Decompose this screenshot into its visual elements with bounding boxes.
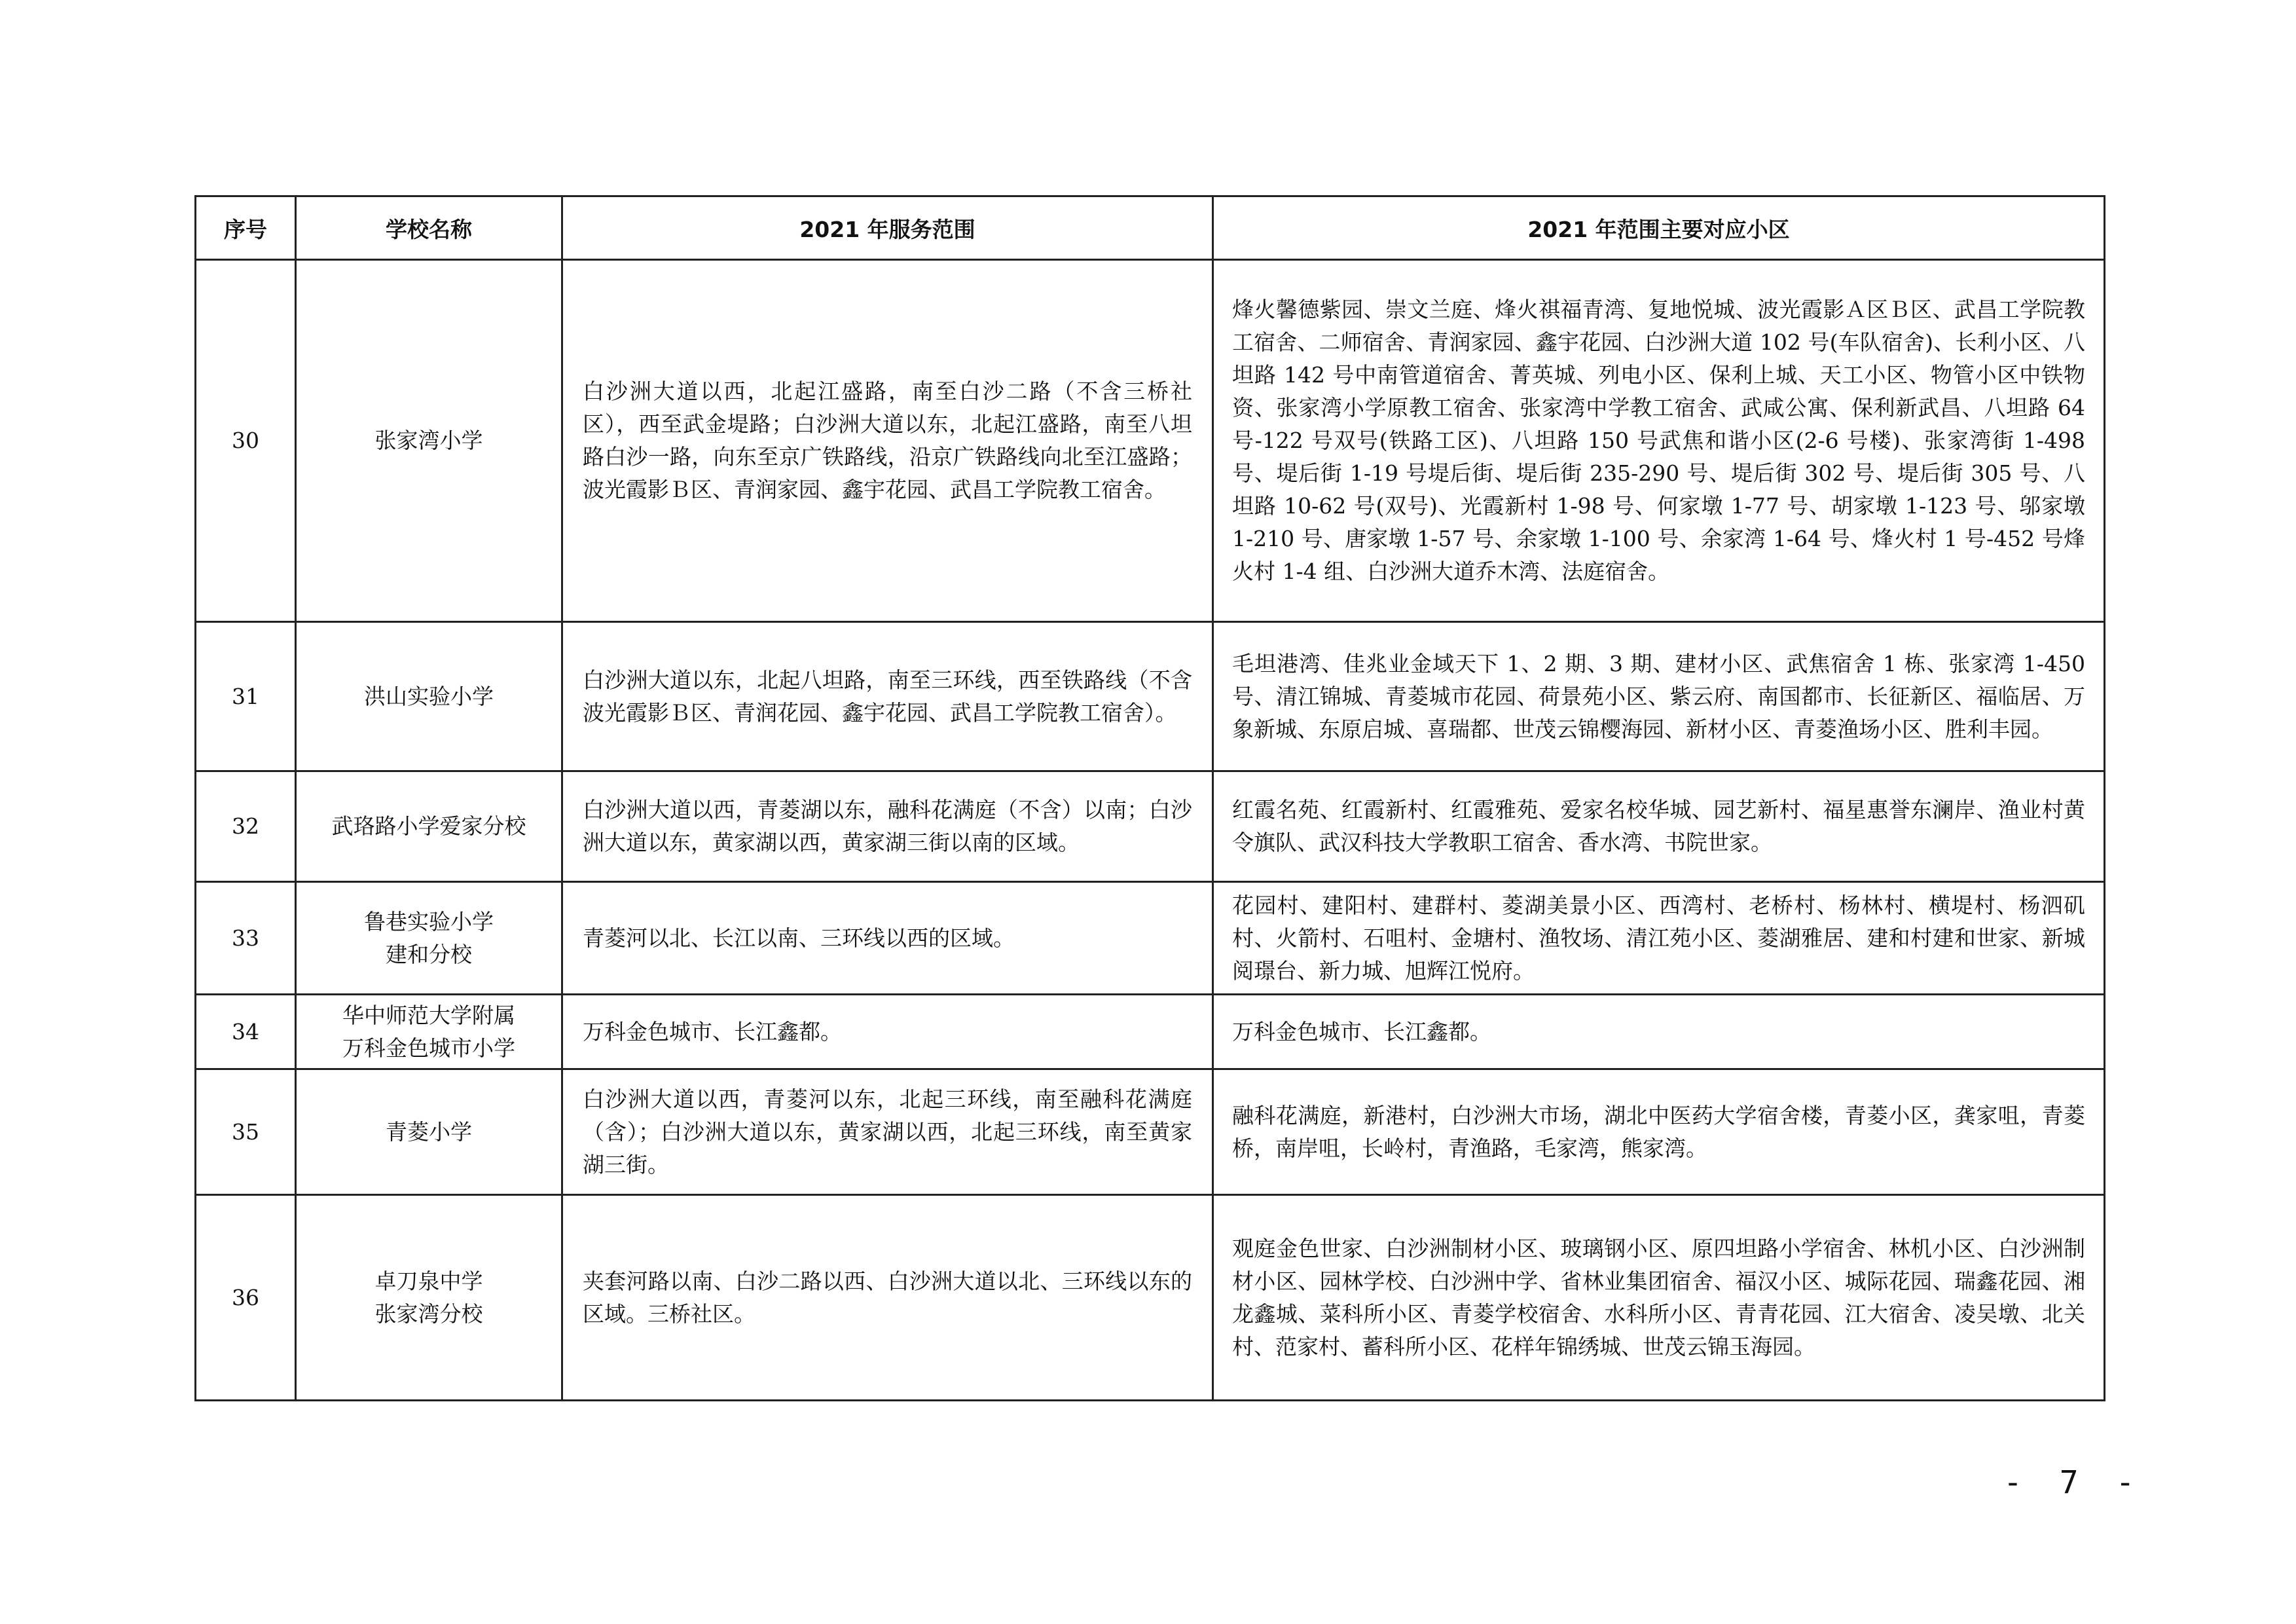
row-area: 万科金色城市、长江鑫都。 bbox=[1213, 995, 2105, 1069]
header-range: 2021 年服务范围 bbox=[562, 196, 1213, 260]
row-num: 32 bbox=[196, 771, 296, 882]
row-school: 武珞路小学爱家分校 bbox=[296, 771, 562, 882]
table-row bbox=[196, 995, 2105, 1069]
table-row bbox=[196, 1069, 2105, 1195]
row-area: 烽火馨德紫园、崇文兰庭、烽火祺福青湾、复地悦城、波光霞影Ａ区Ｂ区、武昌工学院教工宿舍、二师宿舍、青润家园、鑫宇花园、白沙洲大道 102 号(车队宿舍)、长利小区、八坦路 142 号中南管道宿舍、菁英城、列电小区、保利上城、天工小区、物管小区中铁物资、张家湾小学原教工宿舍、张家湾中学教工宿舍、武咸公寓、保利新武昌、八坦路 64 号-122 号双号(铁路工区)、八坦路 150 号武焦和谐小区(2-6 号楼)、张家湾街 1-498 号、堤后街 1-19 号堤后街、堤后街 235-290 号、堤后街 302 号、堤后街 305 号、八坦路 10-62 号(双号)、光霞新村 1-98 号、何家墩 1-77 号、胡家墩 1-123 号、邬家墩 1-210 号、唐家墩 1-57 号、余家墩 1-100 号、余家湾 1-64 号、烽火村 1 号-452 号烽火村 1-4 组、白沙洲大道乔木湾、法庭宿舍。 bbox=[1213, 260, 2105, 622]
row-range: 白沙洲大道以西，北起江盛路，南至白沙二路（不含三桥社区），西至武金堤路；白沙洲大道以东，北起江盛路，南至八坦路白沙一路，向东至京广铁路线，沿京广铁路线向北至江盛路；波光霞影Ｂ区、青润家园、鑫宇花园、武昌工学院教工宿舍。 bbox=[562, 260, 1213, 622]
row-school: 华中师范大学附属 万科金色城市小学 bbox=[296, 995, 562, 1069]
row-area: 毛坦港湾、佳兆业金域天下 1、2 期、3 期、建材小区、武焦宿舍 1 栋、张家湾 1-450 号、清江锦城、青菱城市花园、荷景苑小区、紫云府、南国都市、长征新区、福临居、万象新城、东原启城、喜瑞都、世茂云锦樱海园、新材小区、青菱渔场小区、胜利丰园。 bbox=[1213, 622, 2105, 771]
table-row bbox=[196, 771, 2105, 882]
header-num: 序号 bbox=[196, 196, 296, 260]
row-school: 张家湾小学 bbox=[296, 260, 562, 622]
header-area: 2021 年范围主要对应小区 bbox=[1213, 196, 2105, 260]
row-school: 洪山实验小学 bbox=[296, 622, 562, 771]
row-range: 青菱河以北、长江以南、三环线以西的区域。 bbox=[562, 882, 1213, 995]
table-row bbox=[196, 1195, 2105, 1401]
row-school: 卓刀泉中学 张家湾分校 bbox=[296, 1195, 562, 1401]
row-area: 融科花满庭，新港村，白沙洲大市场，湖北中医药大学宿舍楼，青菱小区，龚家咀，青菱桥，南岸咀，长岭村，青渔路，毛家湾，熊家湾。 bbox=[1213, 1069, 2105, 1195]
row-range: 白沙洲大道以东，北起八坦路，南至三环线，西至铁路线（不含波光霞影Ｂ区、青润花园、鑫宇花园、武昌工学院教工宿舍）。 bbox=[562, 622, 1213, 771]
row-num: 34 bbox=[196, 995, 296, 1069]
page-number: - 7 - bbox=[2003, 1464, 2144, 1501]
row-num: 36 bbox=[196, 1195, 296, 1401]
row-range: 夹套河路以南、白沙二路以西、白沙洲大道以北、三环线以东的区域。三桥社区。 bbox=[562, 1195, 1213, 1401]
table-header-row bbox=[196, 196, 2105, 260]
table-row bbox=[196, 882, 2105, 995]
school-district-table bbox=[194, 195, 2105, 1401]
row-num: 30 bbox=[196, 260, 296, 622]
table-row bbox=[196, 260, 2105, 622]
row-range: 白沙洲大道以西，青菱河以东，北起三环线，南至融科花满庭（含）；白沙洲大道以东，黄家湖以西，北起三环线，南至黄家湖三街。 bbox=[562, 1069, 1213, 1195]
header-school: 学校名称 bbox=[296, 196, 562, 260]
row-num: 31 bbox=[196, 622, 296, 771]
row-school: 鲁巷实验小学 建和分校 bbox=[296, 882, 562, 995]
row-area: 红霞名苑、红霞新村、红霞雅苑、爱家名校华城、园艺新村、福星惠誉东澜岸、渔业村黄令旗队、武汉科技大学教职工宿舍、香水湾、书院世家。 bbox=[1213, 771, 2105, 882]
row-area: 花园村、建阳村、建群村、菱湖美景小区、西湾村、老桥村、杨林村、横堤村、杨泗矶村、火箭村、石咀村、金塘村、渔牧场、清江苑小区、菱湖雅居、建和村建和世家、新城阅璟台、新力城、旭辉江悦府。 bbox=[1213, 882, 2105, 995]
table-row bbox=[196, 622, 2105, 771]
row-num: 33 bbox=[196, 882, 296, 995]
row-range: 白沙洲大道以西，青菱湖以东，融科花满庭（不含）以南；白沙洲大道以东，黄家湖以西，黄家湖三街以南的区域。 bbox=[562, 771, 1213, 882]
row-range: 万科金色城市、长江鑫都。 bbox=[562, 995, 1213, 1069]
row-school: 青菱小学 bbox=[296, 1069, 562, 1195]
row-area: 观庭金色世家、白沙洲制材小区、玻璃钢小区、原四坦路小学宿舍、林机小区、白沙洲制材小区、园林学校、白沙洲中学、省林业集团宿舍、福汉小区、城际花园、瑞鑫花园、湘龙鑫城、菜科所小区、青菱学校宿舍、水科所小区、青青花园、江大宿舍、凌吴墩、北关村、范家村、蓄科所小区、花样年锦绣城、世茂云锦玉海园。 bbox=[1213, 1195, 2105, 1401]
row-num: 35 bbox=[196, 1069, 296, 1195]
